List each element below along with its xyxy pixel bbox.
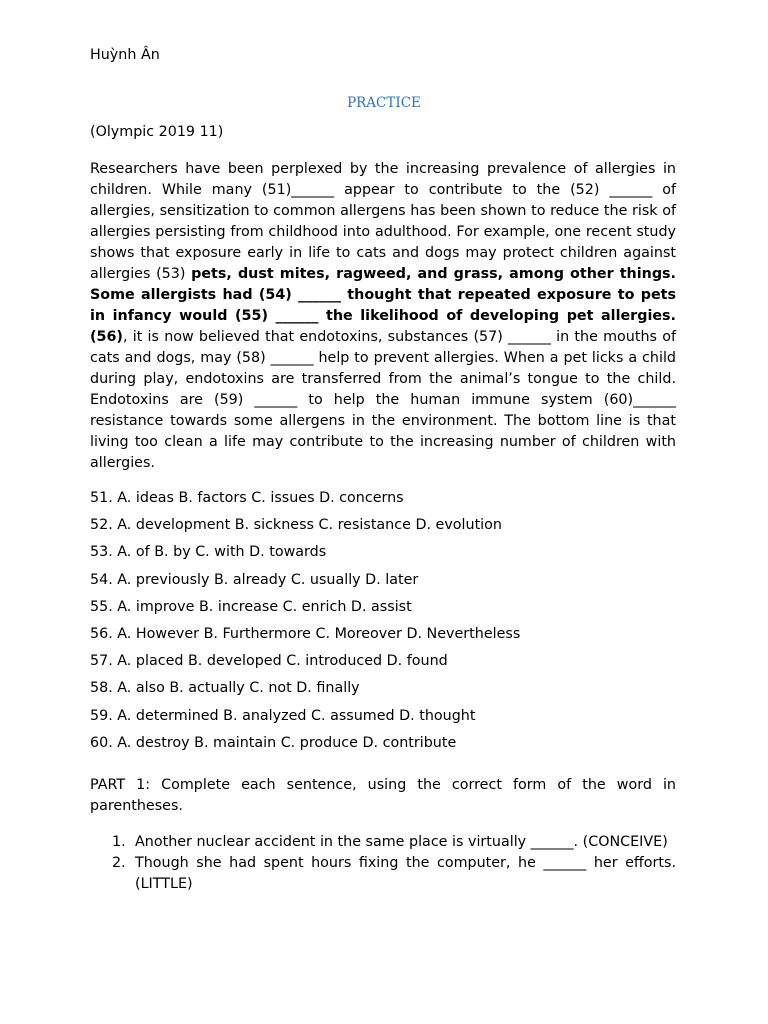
item-number: 2. [112, 855, 126, 871]
option-line-55: 55. A. improve B. increase C. enrich D. assist [90, 598, 412, 615]
word-form-list [90, 832, 676, 895]
option-line-54: 54. A. previously B. already C. usually D. later [90, 571, 419, 588]
exercise-source: (Olympic 2019 11) [90, 124, 224, 140]
option-line-57: 57. A. placed B. developed C. introduced D. found [90, 653, 448, 670]
document-title: PRACTICE [347, 95, 421, 111]
option-line-58: 58. A. also B. actually C. not D. finally [90, 680, 360, 697]
option-line-51: 51. A. ideas B. factors C. issues D. concerns [90, 490, 404, 506]
option-line-59: 59. A. determined B. analyzed C. assumed D. thought [90, 707, 476, 724]
author-name: Huỳnh Ân [90, 47, 160, 63]
answer-options-list [90, 489, 520, 761]
passage-text-end: , it is now believed that endotoxins, substances (57) ______ in the mouths of cats and dogs, may (58) ______ help to prevent allergies. When a pet licks a child during play, endotoxins are transferred from the animal’s tongue to the child. Endotoxins are (59) ______ to help the human immune system (60)______ resistance towards some allergens in the environment. The bottom line is that living too clean a life may contribute to the increasing number of children with allergies. [90, 329, 676, 471]
option-line-52: 52. A. development B. sickness C. resistance D. evolution [90, 517, 502, 534]
option-line-56: 56. A. However B. Furthermore C. Moreover D. Nevertheless [90, 625, 521, 642]
part-one-heading: PART 1: Complete each sentence, using the correct form of the word in parentheses. [90, 777, 676, 814]
reading-passage [90, 159, 676, 474]
option-line-60: 60. A. destroy B. maintain C. produce D. contribute [90, 734, 457, 751]
item-text: Another nuclear accident in the same place is virtually ______. (CONCEIVE) [135, 834, 668, 850]
item-number: 1. [112, 834, 126, 850]
passage-text-start: Researchers have been perplexed by the increasing prevalence of allergies in children. While many (51)______ appear to contribute to the (52) ______ of allergies, sensitization to common allergens has been shown to reduce the risk of allergies persisting from childhood into adulthood. For example, one recent study shows that exposure early in life to cats and dogs may protect children against allergies (53) [90, 161, 676, 282]
passage-bold-text: pets, dust mites, ragweed, and grass, among other things. Some allergists had (54) ______ thought that repeated exposure to pets in infancy would (55) ______ the likelihood of developing pet allergies. (56) [90, 266, 676, 345]
item-text: Though she had spent hours fixing the computer, he ______ her efforts. (LITTLE) [135, 855, 676, 892]
word-form-item [90, 853, 676, 895]
word-form-item [90, 832, 676, 853]
option-line-53: 53. A. of B. by C. with D. towards [90, 544, 327, 561]
